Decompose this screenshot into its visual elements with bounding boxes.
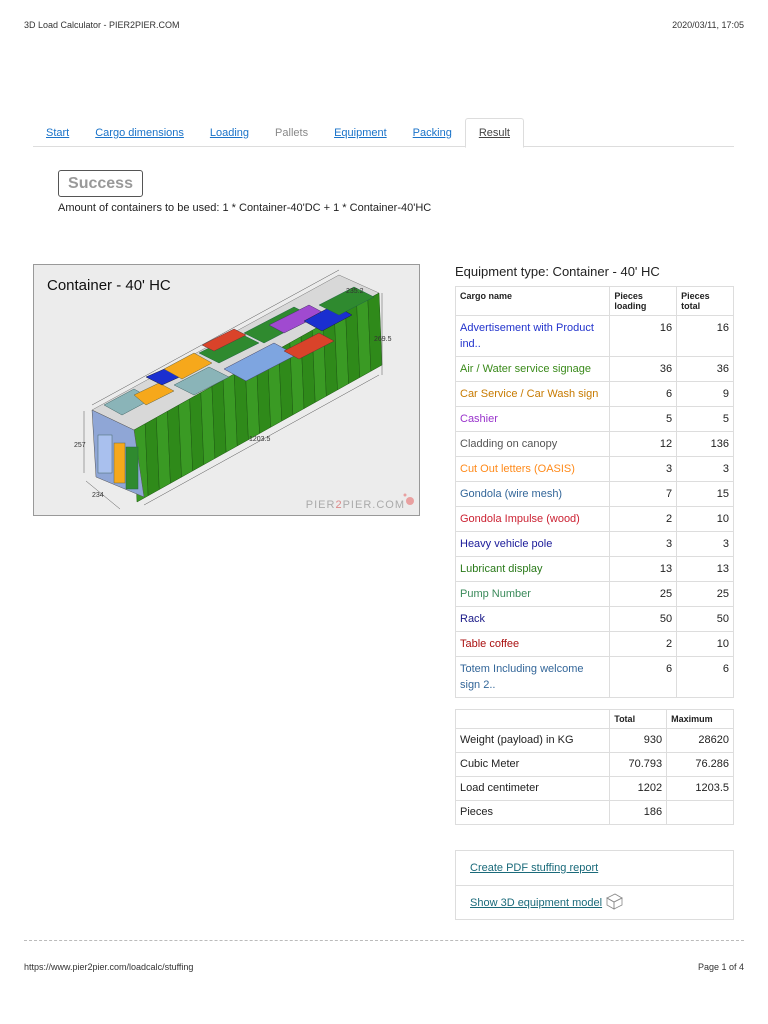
totals-row <box>456 801 734 825</box>
pieces-total: 15 <box>677 482 734 507</box>
tab-cargo-dimensions[interactable]: Cargo dimensions <box>95 126 184 139</box>
container-view-title: Container - 40' HC <box>47 277 171 294</box>
show-3d-model-link[interactable] <box>456 885 733 919</box>
totals-total: 186 <box>610 801 667 825</box>
cargo-row <box>456 557 734 582</box>
print-header-title: 3D Load Calculator - PIER2PIER.COM <box>24 20 180 30</box>
pieces-loading: 36 <box>610 357 677 382</box>
cargo-name: Car Service / Car Wash sign <box>456 382 610 407</box>
cargo-row <box>456 407 734 432</box>
cargo-name: Pump Number <box>456 582 610 607</box>
tab-result[interactable]: Result <box>465 118 524 148</box>
totals-name: Pieces <box>456 801 610 825</box>
tab-packing[interactable]: Packing <box>412 126 452 139</box>
header-total: Total <box>610 710 667 729</box>
cargo-name: Table coffee <box>456 632 610 657</box>
container-3d-view <box>33 264 420 516</box>
tab-bar <box>33 118 734 147</box>
header-pieces-loading: Pieces loading <box>610 287 677 316</box>
tab-start[interactable]: Start <box>46 126 70 139</box>
cargo-name: Cladding on canopy <box>456 432 610 457</box>
totals-maximum: 1203.5 <box>667 777 734 801</box>
create-pdf-report-link[interactable] <box>456 851 733 885</box>
pieces-total: 13 <box>677 557 734 582</box>
pieces-total: 10 <box>677 632 734 657</box>
cargo-row <box>456 482 734 507</box>
totals-name: Cubic Meter <box>456 753 610 777</box>
pieces-loading: 2 <box>610 632 677 657</box>
totals-maximum: 28620 <box>667 729 734 753</box>
cargo-table-body <box>456 316 734 698</box>
cargo-name: Air / Water service signage <box>456 357 610 382</box>
cargo-name: Lubricant display <box>456 557 610 582</box>
pieces-loading: 6 <box>610 657 677 698</box>
pieces-loading: 3 <box>610 532 677 557</box>
pieces-total: 10 <box>677 507 734 532</box>
totals-table <box>455 709 734 825</box>
cube-icon <box>604 892 624 913</box>
cargo-name: Advertisement with Product ind.. <box>456 316 610 357</box>
pieces-total: 6 <box>677 657 734 698</box>
tab-equipment[interactable]: Equipment <box>334 126 387 139</box>
pieces-loading: 16 <box>610 316 677 357</box>
header-cargo-name: Cargo name <box>456 287 610 316</box>
pieces-loading: 2 <box>610 507 677 532</box>
pieces-loading: 7 <box>610 482 677 507</box>
pieces-total: 25 <box>677 582 734 607</box>
cargo-block <box>98 435 112 473</box>
pieces-loading: 25 <box>610 582 677 607</box>
report-links <box>455 850 734 920</box>
cargo-name: Gondola Impulse (wood) <box>456 507 610 532</box>
cargo-table <box>455 286 734 698</box>
cargo-row <box>456 457 734 482</box>
print-footer-page: Page 1 of 4 <box>697 962 744 972</box>
totals-name: Load centimeter <box>456 777 610 801</box>
print-footer-url: https://www.pier2pier.com/loadcalc/stuffing <box>24 962 194 972</box>
cargo-row <box>456 382 734 407</box>
totals-row <box>456 777 734 801</box>
totals-name: Weight (payload) in KG <box>456 729 610 753</box>
totals-table-body <box>456 729 734 825</box>
dim-top-height: 269.5 <box>374 336 392 343</box>
pieces-total: 136 <box>677 432 734 457</box>
dim-top-width: 235.2 <box>346 288 364 295</box>
pier2pier-logo: PIER2PIER.COM <box>305 499 405 511</box>
header-blank <box>456 710 610 729</box>
print-footer <box>24 962 744 972</box>
cargo-name: Heavy vehicle pole <box>456 532 610 557</box>
tab-pallets: Pallets <box>275 126 309 139</box>
dim-height: 257 <box>74 442 86 449</box>
pieces-total: 5 <box>677 407 734 432</box>
totals-total: 1202 <box>610 777 667 801</box>
cargo-row <box>456 507 734 532</box>
tab-loading[interactable]: Loading <box>209 126 250 139</box>
page-separator <box>24 940 744 941</box>
containers-amount-text: Amount of containers to be used: 1 * Container-40'DC + 1 * Container-40'HC <box>58 202 432 214</box>
pieces-total: 3 <box>677 457 734 482</box>
pieces-loading: 3 <box>610 457 677 482</box>
header-pieces-total: Pieces total <box>677 287 734 316</box>
pieces-total: 36 <box>677 357 734 382</box>
pieces-total: 3 <box>677 532 734 557</box>
pieces-loading: 50 <box>610 607 677 632</box>
cargo-name: Cashier <box>456 407 610 432</box>
success-badge: Success <box>58 170 143 197</box>
cargo-block <box>114 443 125 483</box>
cargo-row <box>456 582 734 607</box>
pieces-loading: 13 <box>610 557 677 582</box>
cargo-name: Gondola (wire mesh) <box>456 482 610 507</box>
pieces-loading: 6 <box>610 382 677 407</box>
cargo-row <box>456 632 734 657</box>
create-pdf-report-label: Create PDF stuffing report <box>470 862 599 874</box>
container-3d-drawing <box>34 265 420 516</box>
dim-width: 234 <box>92 492 104 499</box>
totals-row <box>456 729 734 753</box>
pieces-total: 50 <box>677 607 734 632</box>
totals-maximum: 76.286 <box>667 753 734 777</box>
pieces-loading: 5 <box>610 407 677 432</box>
equipment-type-title: Equipment type: Container - 40' HC <box>455 264 660 279</box>
show-3d-model-label: Show 3D equipment model <box>470 896 603 909</box>
cargo-block <box>126 447 138 489</box>
cargo-name: Rack <box>456 607 610 632</box>
totals-total: 70.793 <box>610 753 667 777</box>
cargo-row <box>456 432 734 457</box>
totals-maximum <box>667 801 734 825</box>
cargo-name: Totem Including welcome sign 2.. <box>456 657 610 698</box>
cargo-row <box>456 357 734 382</box>
pieces-loading: 12 <box>610 432 677 457</box>
dim-length: 1203.5 <box>249 436 271 443</box>
cargo-row <box>456 607 734 632</box>
cargo-name: Cut Out letters (OASIS) <box>456 457 610 482</box>
print-header <box>24 20 744 30</box>
cargo-row <box>456 316 734 357</box>
totals-total: 930 <box>610 729 667 753</box>
cargo-row <box>456 657 734 698</box>
pieces-total: 16 <box>677 316 734 357</box>
pieces-total: 9 <box>677 382 734 407</box>
header-maximum: Maximum <box>667 710 734 729</box>
brand-dot <box>404 494 407 497</box>
cargo-row <box>456 532 734 557</box>
print-header-datetime: 2020/03/11, 17:05 <box>672 20 744 30</box>
brand-dot <box>406 497 414 505</box>
totals-row <box>456 753 734 777</box>
